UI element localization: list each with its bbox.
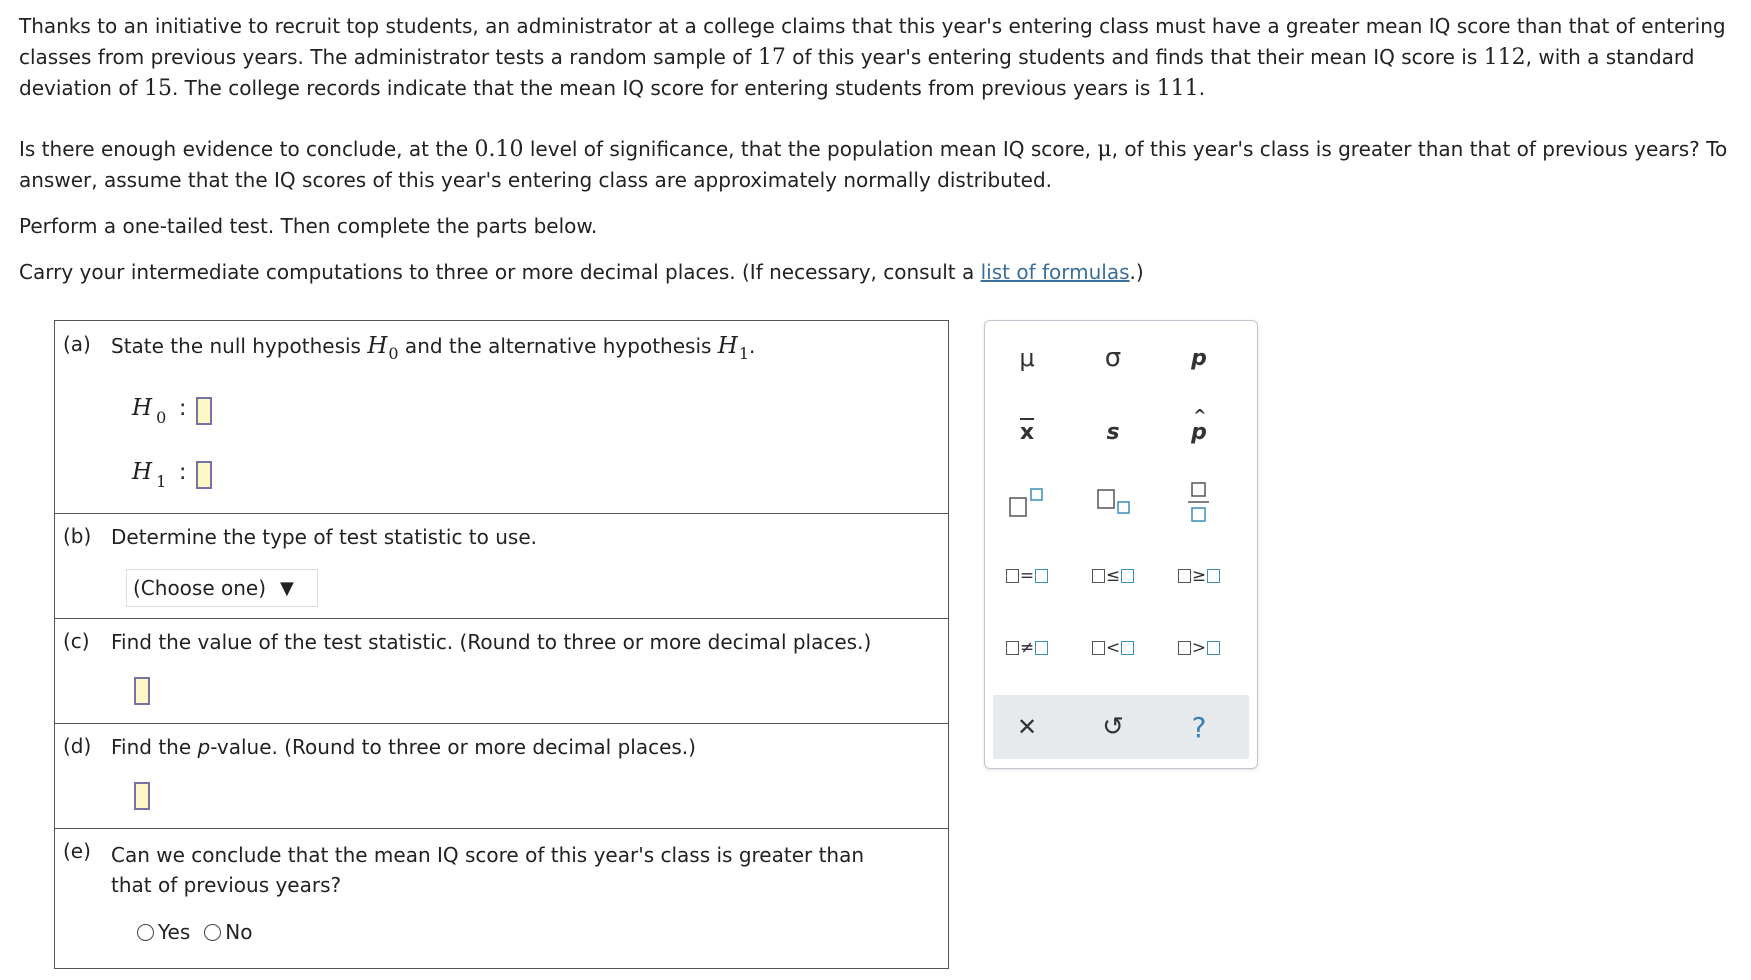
fraction-key[interactable]	[1169, 479, 1229, 525]
no-radio[interactable]: No	[204, 920, 252, 944]
select-value: (Choose one)	[133, 576, 267, 600]
part-e-label: (e)	[63, 839, 91, 863]
superscript-key[interactable]	[997, 479, 1057, 525]
superscript-template-icon	[1007, 484, 1047, 520]
close-icon: ✕	[1016, 713, 1038, 741]
problem-paragraph-3: Perform a one-tailed test. Then complete the parts below.	[19, 214, 598, 238]
p-value-input[interactable]	[134, 782, 150, 810]
symbol-palette	[984, 320, 1258, 769]
s-key[interactable]: s	[1106, 419, 1120, 445]
greater-than-key[interactable]: >	[1169, 625, 1229, 671]
null-hypothesis-input[interactable]	[196, 397, 212, 425]
part-c-text: Find the value of the test statistic. (Round to three or more decimal places.)	[111, 630, 872, 654]
fraction-template-icon	[1184, 481, 1214, 523]
part-e-text: Can we conclude that the mean IQ score of this year's class is greater than that of previous years?	[111, 843, 865, 897]
dropdown-arrow-icon: ▼	[280, 577, 294, 599]
subscript-key[interactable]	[1083, 479, 1143, 525]
sample-mean: 112	[1483, 45, 1526, 70]
undo-icon: ↺	[1102, 712, 1124, 742]
standard-deviation: 15	[143, 76, 172, 101]
mu-symbol: μ	[1097, 137, 1112, 162]
part-a	[55, 321, 948, 514]
p-key[interactable]: p	[1191, 345, 1207, 371]
part-a-text: State the null hypothesis $H_0$ and the alternative hypothesis $H_1$.	[111, 333, 756, 363]
part-b-text: Determine the type of test statistic to use.	[111, 525, 537, 549]
help-button[interactable]	[1169, 704, 1229, 750]
part-b-label: (b)	[63, 524, 92, 548]
alternative-hypothesis-label: H $_1$	[132, 459, 167, 491]
x-bar-key[interactable]: $\overline{x}$	[1019, 419, 1035, 445]
part-a-label: (a)	[63, 332, 91, 356]
part-d-label: (d)	[63, 734, 92, 758]
part-c-label: (c)	[63, 629, 90, 653]
part-e	[55, 828, 948, 968]
test-statistic-type-select[interactable]	[126, 569, 318, 607]
part-d	[55, 723, 948, 829]
sample-size: 17	[757, 45, 786, 70]
equals-key[interactable]: =	[997, 553, 1057, 599]
radio-circle-icon	[137, 924, 154, 941]
less-equal-key[interactable]: ≤	[1083, 553, 1143, 599]
undo-button[interactable]	[1083, 704, 1143, 750]
yes-radio[interactable]: Yes	[137, 920, 190, 944]
question-parts-box	[54, 320, 949, 969]
p-hat-key[interactable]: ^ p	[1191, 405, 1207, 445]
alternative-hypothesis-colon: :	[179, 460, 187, 485]
list-of-formulas-link[interactable]: list of formulas	[980, 260, 1130, 284]
null-hypothesis-colon: :	[179, 396, 187, 421]
null-hypothesis-label: H $_0$	[132, 395, 167, 427]
problem-paragraph-4: Carry your intermediate computations to three or more decimal places. (If necessary, consult a list of formulas.)	[19, 260, 1144, 284]
less-than-key[interactable]: <	[1083, 625, 1143, 671]
greater-equal-key[interactable]: ≥	[1169, 553, 1229, 599]
alternative-hypothesis-input[interactable]	[196, 461, 212, 489]
part-b	[55, 513, 948, 619]
part-d-text: Find the p-value. (Round to three or more decimal places.)	[111, 735, 696, 759]
palette-action-bar	[993, 695, 1249, 759]
mu-key[interactable]: μ	[1019, 344, 1035, 372]
help-icon: ?	[1191, 710, 1207, 744]
significance-level: 0.10	[474, 137, 524, 162]
yes-no-radio-group	[137, 920, 267, 944]
population-mean: 111	[1156, 76, 1199, 101]
problem-paragraph-1: Thanks to an initiative to recruit top students, an administrator at a college claims that this year's entering class must have a greater mean IQ score than that of entering classes from previous years. The administrator tests a random sample of 17 of this year's entering students and finds that their mean IQ score is 112, with a standard deviation of 15. The college records indicate that the mean IQ score for entering students from previous years is 111.	[19, 14, 1726, 101]
subscript-template-icon	[1093, 484, 1133, 520]
part-c	[55, 618, 948, 724]
problem-paragraph-2: Is there enough evidence to conclude, at the 0.10 level of significance, that the population mean IQ score, μ, of this year's class is greater than that of previous years? To answer, assume that the IQ scores of this year's entering class are approximately normally distributed.	[19, 137, 1728, 192]
radio-circle-icon	[204, 924, 221, 941]
clear-button[interactable]	[997, 704, 1057, 750]
sigma-key[interactable]: σ	[1104, 343, 1122, 373]
not-equal-key[interactable]: ≠	[997, 625, 1057, 671]
test-statistic-input[interactable]	[134, 677, 150, 705]
